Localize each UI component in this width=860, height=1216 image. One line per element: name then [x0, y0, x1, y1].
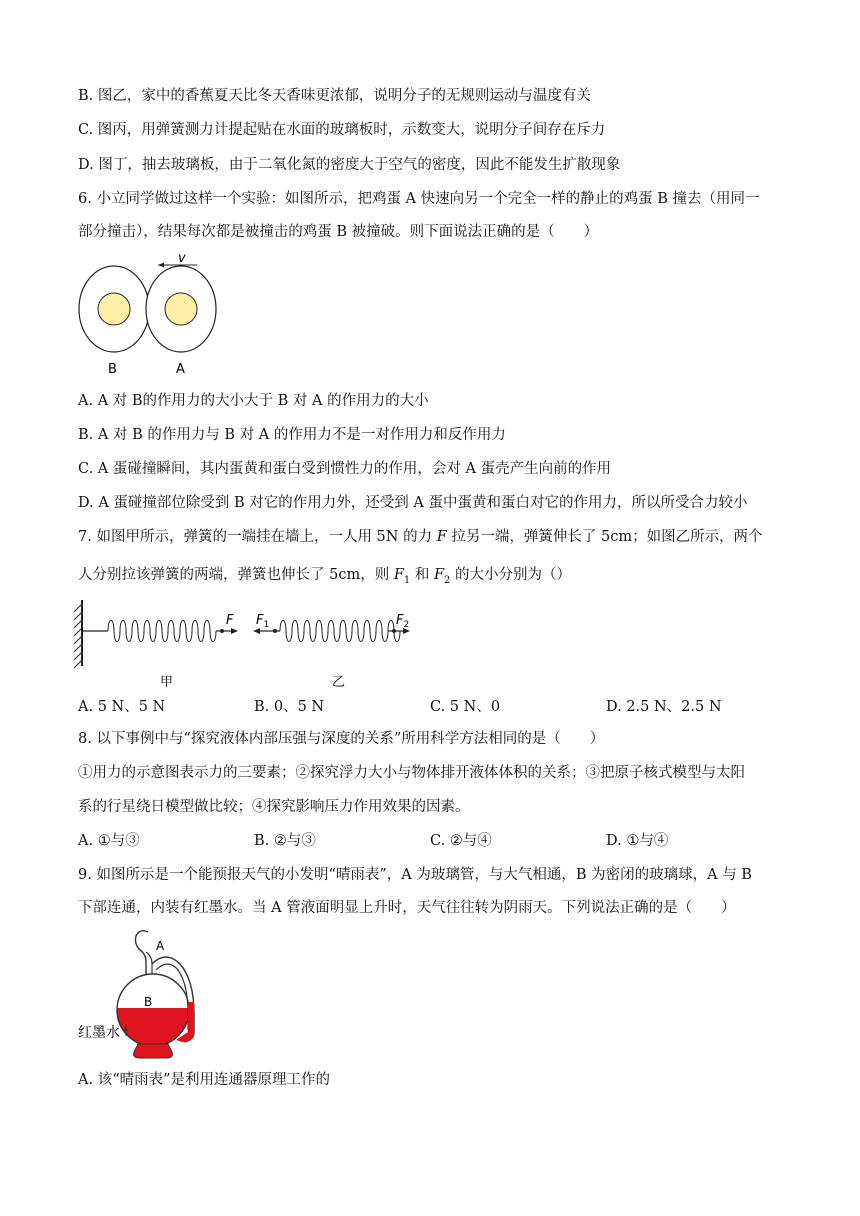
egg-a-label: A: [176, 362, 185, 377]
q7-f2-sub: 2: [444, 574, 451, 586]
q8-items-line2: 系的行星绕日模型做比较；④探究影响压力作用效果的因素。: [78, 799, 470, 815]
q7-option-a: A. 5 N、5 N: [78, 699, 166, 715]
q6-option-b: B. A 对 B 的作用力与 B 对 A 的作用力不是一对作用力和反作用力: [78, 427, 506, 443]
q8-stem: 8. 以下事例中与“探究液体内部压强与深度的关系”所用科学方法相同的是（ ）: [78, 731, 605, 747]
q6-option-a: A. A 对 B的作用力的大小大于 B 对 A 的作用力的大小: [78, 393, 429, 409]
q7-force-var: F: [436, 529, 447, 545]
q7-option-b: B. 0、5 N: [254, 699, 325, 715]
wall-icon: [74, 600, 82, 668]
q7-option-c: C. 5 N、0: [430, 699, 501, 715]
caption-jia: 甲: [160, 675, 174, 690]
q7-stem-line2-b: 的大小分别为（）: [450, 567, 572, 583]
spring-left: [108, 621, 216, 642]
egg-b-yolk: [98, 293, 130, 325]
egg-b-label: B: [108, 362, 117, 377]
q7-stem-line1-a: 7. 如图甲所示，弹簧的一端挂在墙上，一人用 5N 的力: [78, 529, 437, 545]
q7-stem-line2: [78, 565, 571, 591]
q6-stem-line2: 部分撞击），结果每次都是被撞击的鸡蛋 B 被撞破。则下面说法正确的是（ ）: [78, 224, 599, 240]
q8-option-c: C. ②与④: [430, 833, 492, 849]
q7-stem-line2-a: 人分别拉该弹簧的两端，弹簧也伸长了 5cm，则: [78, 567, 394, 583]
q9-stem-line1: 9. 如图所示是一个能预报天气的小发明“晴雨表”，A 为玻璃管，与大气相通，B 为密闭的玻璃球，A 与 B: [78, 867, 752, 883]
q7-and: 和: [410, 567, 434, 583]
ball-b-label: B: [144, 995, 153, 1009]
force-label-f: F: [226, 613, 234, 628]
q8-option-a: A. ①与③: [78, 833, 140, 849]
velocity-arrowhead: [158, 263, 164, 268]
q7-stem-line1-b: 拉另一端，弹簧伸长了 5cm；如图乙所示，两个: [446, 529, 763, 545]
velocity-label: v: [178, 252, 186, 266]
q8-items-line1: ①用力的示意图表示力的三要素；②探究浮力大小与物体排开液体体积的关系；③把原子核式模型与太阳: [78, 765, 745, 781]
q8-option-d: D. ①与④: [606, 833, 669, 849]
tube-a-label: A: [156, 939, 165, 953]
q9-stem-line2: 下部连通，内装有红墨水。当 A 管液面明显上升时，天气往往转为阴雨天。下列说法正确的是（ ）: [78, 900, 736, 916]
q7-f1-sub: 1: [403, 574, 411, 586]
q8-option-b: B. ②与③: [254, 833, 316, 849]
q6-stem-line1: 6. 小立同学做过这样一个实验：如图所示，把鸡蛋 A 快速向另一个完全一样的静止的鸡蛋 B 撞去（用同一: [78, 191, 760, 207]
egg-a-yolk: [165, 293, 197, 325]
q5-option-b: B. 图乙，家中的香蕉夏天比冬天香味更浓郁，说明分子的无规则运动与温度有关: [78, 88, 591, 104]
barometer-base: [134, 1044, 173, 1058]
q5-option-d: D. 图丁，抽去玻璃板，由于二氧化氮的密度大于空气的密度，因此不能发生扩散现象: [78, 157, 621, 173]
spring-figure: [70, 594, 430, 692]
q9-option-a: A. 该“晴雨表”是利用连通器原理工作的: [78, 1072, 331, 1088]
egg-collision-figure: [76, 252, 226, 378]
q7-stem-line1: [78, 527, 763, 547]
q7-f1-var: F: [393, 567, 404, 583]
q7-option-d: D. 2.5 N、2.5 N: [606, 699, 722, 715]
spring-right: [280, 621, 400, 642]
ink-label: 红墨水: [78, 1025, 120, 1041]
q5-option-c: C. 图丙，用弹簧测力计提起贴在水面的玻璃板时，示数变大，说明分子间存在斥力: [78, 122, 606, 138]
barometer-figure: [76, 924, 206, 1060]
q6-option-d: D. A 蛋碰撞部位除受到 B 对它的作用力外，还受到 A 蛋中蛋黄和蛋白对它的作用力，所以所受合力较小: [78, 495, 748, 511]
q7-f2-var: F: [433, 567, 445, 583]
force-label-f1: $F_1$: [256, 613, 270, 630]
force-label-f2: $F_2$: [396, 613, 410, 630]
caption-yi: 乙: [332, 675, 346, 690]
q6-option-c: C. A 蛋碰撞瞬间，其内蛋黄和蛋白受到惯性力的作用，会对 A 蛋壳产生向前的作用: [78, 461, 612, 477]
